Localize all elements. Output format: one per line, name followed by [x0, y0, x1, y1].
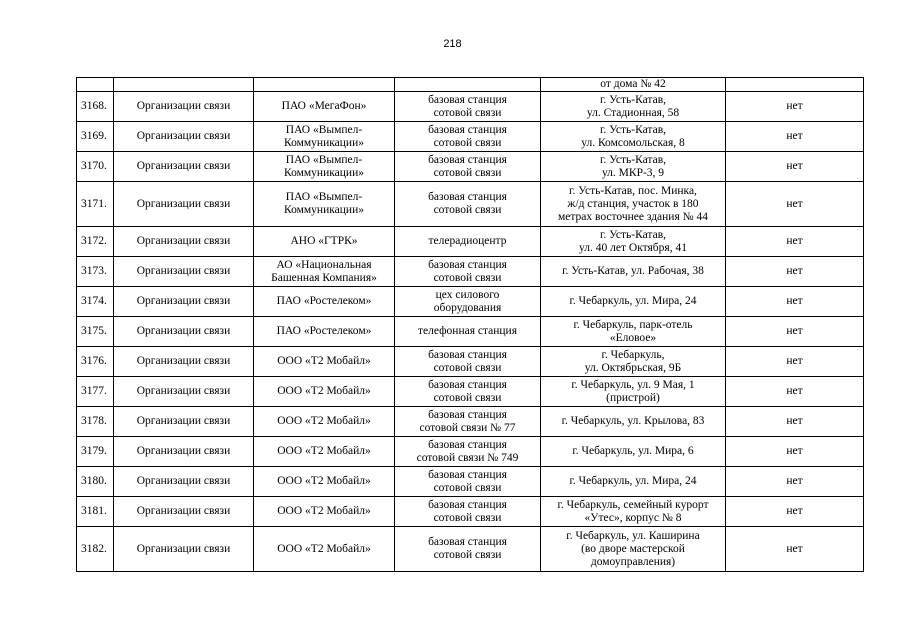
cell-address [541, 122, 726, 152]
cell-num: 3181. [77, 497, 114, 527]
cell-address-line: г. Чебаркуль, ул. Мира, 6 [572, 445, 694, 457]
cell-address-line: г. Чебаркуль, парк-отель [573, 318, 693, 331]
cell-object-line: сотовой связи [433, 361, 502, 374]
cell-category: Организации связи [114, 497, 254, 527]
cell-object-line: базовая станция [428, 348, 507, 361]
cell-category: Организации связи [114, 527, 254, 572]
cell-owner-line: ПАО «Ростелеком» [276, 295, 372, 307]
cell-object [395, 347, 541, 377]
cell-owner [254, 122, 395, 152]
table-row [77, 257, 864, 287]
cell-owner-line: АНО «ГТРК» [290, 235, 358, 247]
cell-object [395, 407, 541, 437]
cell-owner [254, 92, 395, 122]
table-row [77, 182, 864, 227]
cell-object-line: базовая станция [428, 123, 507, 136]
cell-owner [254, 287, 395, 317]
cell-address [541, 497, 726, 527]
cell-status: нет [726, 407, 864, 437]
page-number: 218 [443, 38, 462, 50]
cell-status: нет [726, 347, 864, 377]
table-row [77, 152, 864, 182]
cell-object-line: сотовой связи [433, 481, 502, 494]
cell-address-line: г. Чебаркуль, [601, 348, 665, 361]
cell-category: Организации связи [114, 182, 254, 227]
cell-object [395, 287, 541, 317]
table-row [77, 407, 864, 437]
cell-address-line: г. Чебаркуль, ул. Мира, 24 [569, 475, 697, 487]
cell-address [541, 407, 726, 437]
cell-category: Организации связи [114, 317, 254, 347]
cell-owner-line: ООО «Т2 Мобайл» [277, 445, 371, 457]
cell-object [395, 467, 541, 497]
cell-object-line: сотовой связи [433, 511, 502, 524]
cell-num: 3173. [77, 257, 114, 287]
cell-status: нет [726, 317, 864, 347]
cell-object [395, 317, 541, 347]
cell-owner-line: ПАО «Вымпел- [285, 123, 363, 136]
cell-num: 3174. [77, 287, 114, 317]
cell-num: 3169. [77, 122, 114, 152]
table-row [77, 437, 864, 467]
cell-status: нет [726, 287, 864, 317]
cell-owner-line: Коммуникации» [284, 166, 364, 179]
cell-owner-line: ООО «Т2 Мобайл» [277, 475, 371, 487]
cell-address-line: г. Чебаркуль, ул. Крылова, 83 [561, 415, 705, 427]
cell-owner-line: ООО «Т2 Мобайл» [277, 385, 371, 397]
cell-address [541, 152, 726, 182]
cell-status: нет [726, 527, 864, 572]
cell-num: 3170. [77, 152, 114, 182]
cell-object-line: сотовой связи [433, 271, 502, 284]
cell-category [114, 78, 254, 92]
cell-status: нет [726, 377, 864, 407]
cell-object-line: телефонная станция [417, 325, 518, 337]
cell-object-line: оборудования [433, 301, 502, 314]
cell-category: Организации связи [114, 377, 254, 407]
cell-category: Организации связи [114, 227, 254, 257]
cell-status: нет [726, 497, 864, 527]
cell-address-line: домоуправления) [590, 555, 676, 568]
table-row [77, 227, 864, 257]
cell-category: Организации связи [114, 257, 254, 287]
cell-category: Организации связи [114, 467, 254, 497]
cell-owner [254, 317, 395, 347]
cell-num: 3172. [77, 227, 114, 257]
cell-owner-line: ООО «Т2 Мобайл» [277, 355, 371, 367]
cell-num: 3175. [77, 317, 114, 347]
cell-object-line: базовая станция [428, 93, 507, 106]
cell-object [395, 377, 541, 407]
cell-address-line: г. Усть-Катав, [599, 93, 667, 106]
cell-owner [254, 527, 395, 572]
cell-object-line: базовая станция [428, 258, 507, 271]
cell-category: Организации связи [114, 347, 254, 377]
table-row [77, 527, 864, 572]
cell-owner [254, 437, 395, 467]
cell-num [77, 78, 114, 92]
cell-owner-line: Башенная Компания» [271, 271, 377, 284]
table-row [77, 92, 864, 122]
cell-object [395, 257, 541, 287]
cell-num: 3182. [77, 527, 114, 572]
cell-owner-line: ПАО «Вымпел- [285, 191, 363, 203]
cell-status: нет [726, 182, 864, 227]
cell-address [541, 467, 726, 497]
table-row [77, 122, 864, 152]
cell-address-line: г. Чебаркуль, ул. Мира, 24 [569, 295, 697, 307]
cell-address-line: «Утес», корпус № 8 [584, 511, 682, 524]
cell-category: Организации связи [114, 287, 254, 317]
cell-object [395, 497, 541, 527]
cell-category: Организации связи [114, 437, 254, 467]
cell-status: нет [726, 92, 864, 122]
cell-address-line: ж/д станция, участок в 180 [567, 197, 699, 210]
table-row [77, 317, 864, 347]
cell-object-line: базовая станция [428, 498, 507, 511]
cell-object-line: базовая станция [428, 378, 507, 391]
cell-address-line: ул. 40 лет Октября, 41 [579, 241, 687, 254]
cell-owner-line: ООО «Т2 Мобайл» [277, 505, 371, 517]
cell-object-line: сотовой связи [433, 166, 502, 179]
cell-address-line: г. Чебаркуль, ул. 9 Мая, 1 [571, 378, 695, 391]
cell-num: 3177. [77, 377, 114, 407]
cell-status: нет [726, 227, 864, 257]
cell-object [395, 122, 541, 152]
cell-address [541, 527, 726, 572]
cell-address [541, 92, 726, 122]
cell-address-line: г. Усть-Катав, [599, 123, 667, 136]
cell-address-line: ул. Октябрьская, 9Б [584, 361, 682, 374]
cell-object [395, 437, 541, 467]
cell-address: от дома № 42 [541, 78, 726, 92]
cell-object-line: сотовой связи № 77 [419, 421, 516, 434]
cell-object-line: базовая станция [428, 438, 507, 451]
cell-address [541, 347, 726, 377]
cell-owner-line: ПАО «Вымпел- [285, 153, 363, 166]
cell-address [541, 287, 726, 317]
table-row [77, 287, 864, 317]
cell-address-line: (во дворе мастерской [581, 542, 685, 555]
cell-address-line: г. Усть-Катав, пос. Минка, [569, 184, 697, 197]
cell-num: 3178. [77, 407, 114, 437]
cell-address [541, 437, 726, 467]
cell-address-line: ул. МКР-3, 9 [601, 166, 665, 179]
cell-address [541, 377, 726, 407]
cell-status: нет [726, 152, 864, 182]
cell-status: нет [726, 437, 864, 467]
cell-object-line: базовая станция [428, 191, 507, 203]
cell-owner-line: ПАО «Ростелеком» [276, 325, 372, 337]
registry-table [76, 77, 864, 572]
cell-owner [254, 377, 395, 407]
cell-owner [254, 227, 395, 257]
cell-owner [254, 152, 395, 182]
cell-owner [254, 467, 395, 497]
cell-status: нет [726, 257, 864, 287]
cell-address-line: г. Усть-Катав, [599, 153, 667, 166]
cell-object-line: сотовой связи [433, 391, 502, 404]
cell-address-line: (пристрой) [606, 391, 660, 404]
cell-num: 3176. [77, 347, 114, 377]
cell-num: 3168. [77, 92, 114, 122]
cell-object [395, 227, 541, 257]
cell-object-line: базовая станция [428, 536, 507, 548]
table-row [77, 377, 864, 407]
cell-category: Организации связи [114, 407, 254, 437]
cell-category: Организации связи [114, 92, 254, 122]
cell-category: Организации связи [114, 152, 254, 182]
cell-owner-line: ПАО «МегаФон» [281, 100, 367, 112]
cell-num: 3180. [77, 467, 114, 497]
cell-object [395, 78, 541, 92]
cell-object [395, 92, 541, 122]
cell-address-line: ул. Комсомольская, 8 [581, 136, 685, 149]
cell-owner-line: Коммуникации» [284, 204, 364, 216]
cell-status [726, 78, 864, 92]
cell-object-line: базовая станция [428, 408, 507, 421]
cell-owner-line: Коммуникации» [284, 136, 364, 149]
cell-object-line: сотовой связи № 749 [416, 451, 519, 464]
cell-address-line: г. Усть-Катав, [599, 228, 667, 241]
cell-object-line: сотовой связи [433, 136, 502, 149]
table-row [77, 497, 864, 527]
cell-object [395, 527, 541, 572]
cell-owner [254, 78, 395, 92]
cell-address-line: ул. Стадионная, 58 [586, 106, 680, 119]
cell-object-line: сотовой связи [433, 549, 502, 561]
cell-object-line: сотовой связи [433, 106, 502, 119]
cell-object [395, 182, 541, 227]
cell-object [395, 152, 541, 182]
cell-num: 3179. [77, 437, 114, 467]
cell-object-line: базовая станция [428, 468, 507, 481]
cell-address-line: г. Чебаркуль, семейный курорт [557, 498, 709, 511]
cell-status: нет [726, 467, 864, 497]
cell-owner [254, 347, 395, 377]
table-row-continuation [77, 78, 864, 92]
cell-owner [254, 497, 395, 527]
table-row [77, 347, 864, 377]
cell-category: Организации связи [114, 122, 254, 152]
cell-object-line: базовая станция [428, 153, 507, 166]
cell-owner-line: АО «Национальная [276, 258, 372, 271]
cell-address [541, 227, 726, 257]
cell-owner [254, 407, 395, 437]
cell-address-line: метрах восточнее здания № 44 [558, 210, 708, 223]
cell-address-line: «Еловое» [609, 331, 657, 344]
cell-address-line: г. Чебаркуль, ул. Каширина [566, 529, 700, 542]
cell-address [541, 257, 726, 287]
cell-owner-line: ООО «Т2 Мобайл» [277, 542, 371, 555]
cell-address-line: г. Усть-Катав, ул. Рабочая, 38 [562, 265, 704, 277]
cell-owner [254, 182, 395, 227]
cell-num: 3171. [77, 182, 114, 227]
cell-object-line: сотовой связи [433, 204, 502, 216]
cell-object-line: цех силового [435, 288, 500, 301]
cell-owner [254, 257, 395, 287]
cell-owner-line: ООО «Т2 Мобайл» [277, 415, 371, 427]
cell-object-line: телерадиоцентр [428, 235, 507, 247]
cell-status: нет [726, 122, 864, 152]
cell-address [541, 317, 726, 347]
cell-address [541, 182, 726, 227]
table-row [77, 467, 864, 497]
